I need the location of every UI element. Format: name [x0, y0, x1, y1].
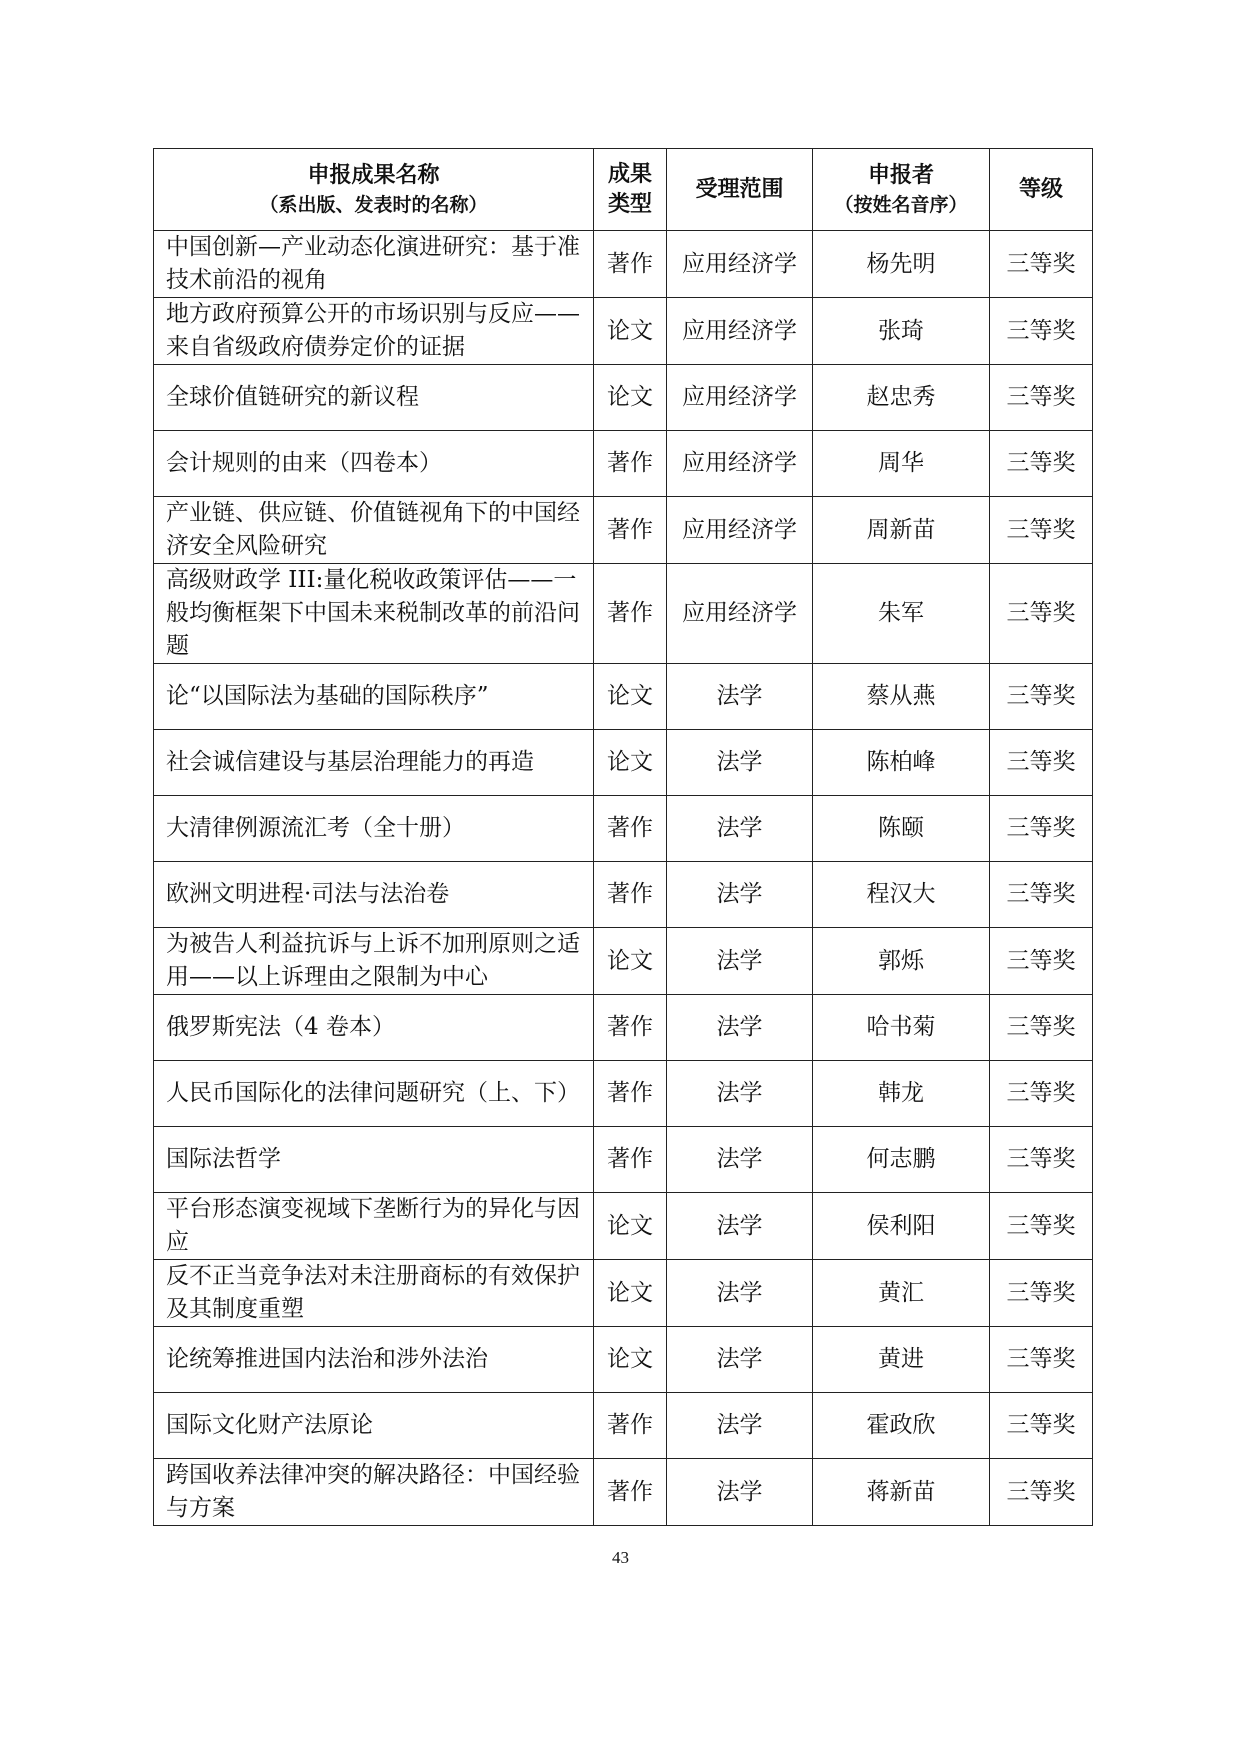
cell-grade: 三等奖: [990, 796, 1093, 862]
cell-field: 法学: [667, 995, 813, 1061]
cell-title: 中国创新—产业动态化演进研究：基于准技术前沿的视角: [154, 231, 594, 298]
cell-grade: 三等奖: [990, 664, 1093, 730]
cell-author: 程汉大: [813, 862, 990, 928]
cell-author: 侯利阳: [813, 1193, 990, 1260]
cell-field: 法学: [667, 664, 813, 730]
cell-title: 反不正当竞争法对未注册商标的有效保护及其制度重塑: [154, 1260, 594, 1327]
header-title-sub: （系出版、发表时的名称）: [259, 193, 488, 216]
cell-author: 韩龙: [813, 1061, 990, 1127]
awards-table: [153, 148, 1093, 1526]
cell-grade: 三等奖: [990, 231, 1093, 298]
table-header-row: [154, 149, 1093, 231]
cell-title: 跨国收养法律冲突的解决路径：中国经验与方案: [154, 1459, 594, 1526]
cell-type: 著作: [594, 1393, 667, 1459]
header-author-sub: （按姓名音序）: [834, 193, 968, 216]
cell-grade: 三等奖: [990, 497, 1093, 564]
cell-field: 法学: [667, 928, 813, 995]
cell-type: 论文: [594, 1327, 667, 1393]
table-row: [154, 365, 1093, 431]
header-grade: 等级: [990, 149, 1093, 231]
cell-grade: 三等奖: [990, 431, 1093, 497]
cell-author: 黄汇: [813, 1260, 990, 1327]
table-row: [154, 862, 1093, 928]
cell-title: 全球价值链研究的新议程: [154, 365, 594, 431]
cell-field: 法学: [667, 1193, 813, 1260]
cell-author: 霍政欣: [813, 1393, 990, 1459]
cell-title: 平台形态演变视域下垄断行为的异化与因应: [154, 1193, 594, 1260]
table-row: [154, 231, 1093, 298]
cell-title: 为被告人利益抗诉与上诉不加刑原则之适用——以上诉理由之限制为中心: [154, 928, 594, 995]
header-type-line1: 成果: [607, 161, 652, 187]
cell-field: 应用经济学: [667, 497, 813, 564]
cell-grade: 三等奖: [990, 928, 1093, 995]
header-title-main: 申报成果名称: [307, 162, 440, 188]
cell-title: 会计规则的由来（四卷本）: [154, 431, 594, 497]
table-row: [154, 564, 1093, 664]
cell-type: 著作: [594, 995, 667, 1061]
cell-grade: 三等奖: [990, 995, 1093, 1061]
header-author-main: 申报者: [867, 162, 934, 188]
cell-field: 法学: [667, 796, 813, 862]
table-row: [154, 1193, 1093, 1260]
cell-field: 法学: [667, 730, 813, 796]
table-row: [154, 431, 1093, 497]
cell-type: 论文: [594, 365, 667, 431]
cell-author: 周新苗: [813, 497, 990, 564]
cell-grade: 三等奖: [990, 564, 1093, 664]
header-author: [813, 149, 990, 231]
table-row: [154, 497, 1093, 564]
cell-field: 应用经济学: [667, 365, 813, 431]
cell-type: 著作: [594, 497, 667, 564]
cell-type: 论文: [594, 664, 667, 730]
cell-type: 著作: [594, 796, 667, 862]
cell-author: 张琦: [813, 298, 990, 365]
table-row: [154, 298, 1093, 365]
cell-author: 朱军: [813, 564, 990, 664]
table-row: [154, 928, 1093, 995]
cell-grade: 三等奖: [990, 1459, 1093, 1526]
cell-grade: 三等奖: [990, 1393, 1093, 1459]
cell-field: 法学: [667, 1459, 813, 1526]
cell-author: 周华: [813, 431, 990, 497]
cell-field: 法学: [667, 1327, 813, 1393]
cell-title: 地方政府预算公开的市场识别与反应——来自省级政府债券定价的证据: [154, 298, 594, 365]
table-row: [154, 730, 1093, 796]
table-row: [154, 995, 1093, 1061]
cell-grade: 三等奖: [990, 365, 1093, 431]
cell-field: 法学: [667, 1393, 813, 1459]
cell-grade: 三等奖: [990, 1260, 1093, 1327]
cell-title: 高级财政学 III:量化税收政策评估——一般均衡框架下中国未来税制改革的前沿问题: [154, 564, 594, 664]
cell-author: 哈书菊: [813, 995, 990, 1061]
header-field: 受理范围: [667, 149, 813, 231]
cell-field: 应用经济学: [667, 431, 813, 497]
cell-type: 著作: [594, 564, 667, 664]
cell-grade: 三等奖: [990, 1127, 1093, 1193]
table-row: [154, 1127, 1093, 1193]
table-row: [154, 1459, 1093, 1526]
cell-grade: 三等奖: [990, 1193, 1093, 1260]
cell-grade: 三等奖: [990, 730, 1093, 796]
cell-field: 应用经济学: [667, 231, 813, 298]
cell-field: 法学: [667, 1127, 813, 1193]
cell-type: 著作: [594, 231, 667, 298]
cell-field: 法学: [667, 862, 813, 928]
cell-title: 国际文化财产法原论: [154, 1393, 594, 1459]
cell-author: 黄进: [813, 1327, 990, 1393]
cell-type: 论文: [594, 928, 667, 995]
cell-title: 俄罗斯宪法（4 卷本）: [154, 995, 594, 1061]
cell-title: 欧洲文明进程·司法与法治卷: [154, 862, 594, 928]
header-type-line2: 类型: [607, 191, 652, 217]
cell-type: 著作: [594, 1127, 667, 1193]
cell-author: 陈柏峰: [813, 730, 990, 796]
cell-field: 应用经济学: [667, 298, 813, 365]
table-row: [154, 664, 1093, 730]
cell-title: 论统筹推进国内法治和涉外法治: [154, 1327, 594, 1393]
cell-author: 何志鹏: [813, 1127, 990, 1193]
cell-author: 杨先明: [813, 231, 990, 298]
header-type: [594, 149, 667, 231]
table-row: [154, 1327, 1093, 1393]
cell-grade: 三等奖: [990, 1061, 1093, 1127]
table-row: [154, 1260, 1093, 1327]
table-row: [154, 1061, 1093, 1127]
cell-type: 论文: [594, 1193, 667, 1260]
cell-type: 著作: [594, 862, 667, 928]
table-row: [154, 796, 1093, 862]
cell-type: 论文: [594, 730, 667, 796]
cell-author: 陈颐: [813, 796, 990, 862]
cell-field: 应用经济学: [667, 564, 813, 664]
cell-author: 赵忠秀: [813, 365, 990, 431]
cell-grade: 三等奖: [990, 1327, 1093, 1393]
cell-title: 国际法哲学: [154, 1127, 594, 1193]
cell-title: 大清律例源流汇考（全十册）: [154, 796, 594, 862]
cell-grade: 三等奖: [990, 298, 1093, 365]
cell-author: 蒋新苗: [813, 1459, 990, 1526]
cell-grade: 三等奖: [990, 862, 1093, 928]
cell-field: 法学: [667, 1260, 813, 1327]
header-title: [154, 149, 594, 231]
cell-type: 著作: [594, 431, 667, 497]
cell-author: 蔡从燕: [813, 664, 990, 730]
cell-type: 著作: [594, 1061, 667, 1127]
cell-title: 人民币国际化的法律问题研究（上、下）: [154, 1061, 594, 1127]
cell-type: 论文: [594, 298, 667, 365]
cell-title: 论“以国际法为基础的国际秩序”: [154, 664, 594, 730]
cell-title: 产业链、供应链、价值链视角下的中国经济安全风险研究: [154, 497, 594, 564]
cell-field: 法学: [667, 1061, 813, 1127]
cell-title: 社会诚信建设与基层治理能力的再造: [154, 730, 594, 796]
table-row: [154, 1393, 1093, 1459]
cell-type: 论文: [594, 1260, 667, 1327]
page-number: 43: [612, 1548, 629, 1567]
cell-type: 著作: [594, 1459, 667, 1526]
cell-author: 郭烁: [813, 928, 990, 995]
